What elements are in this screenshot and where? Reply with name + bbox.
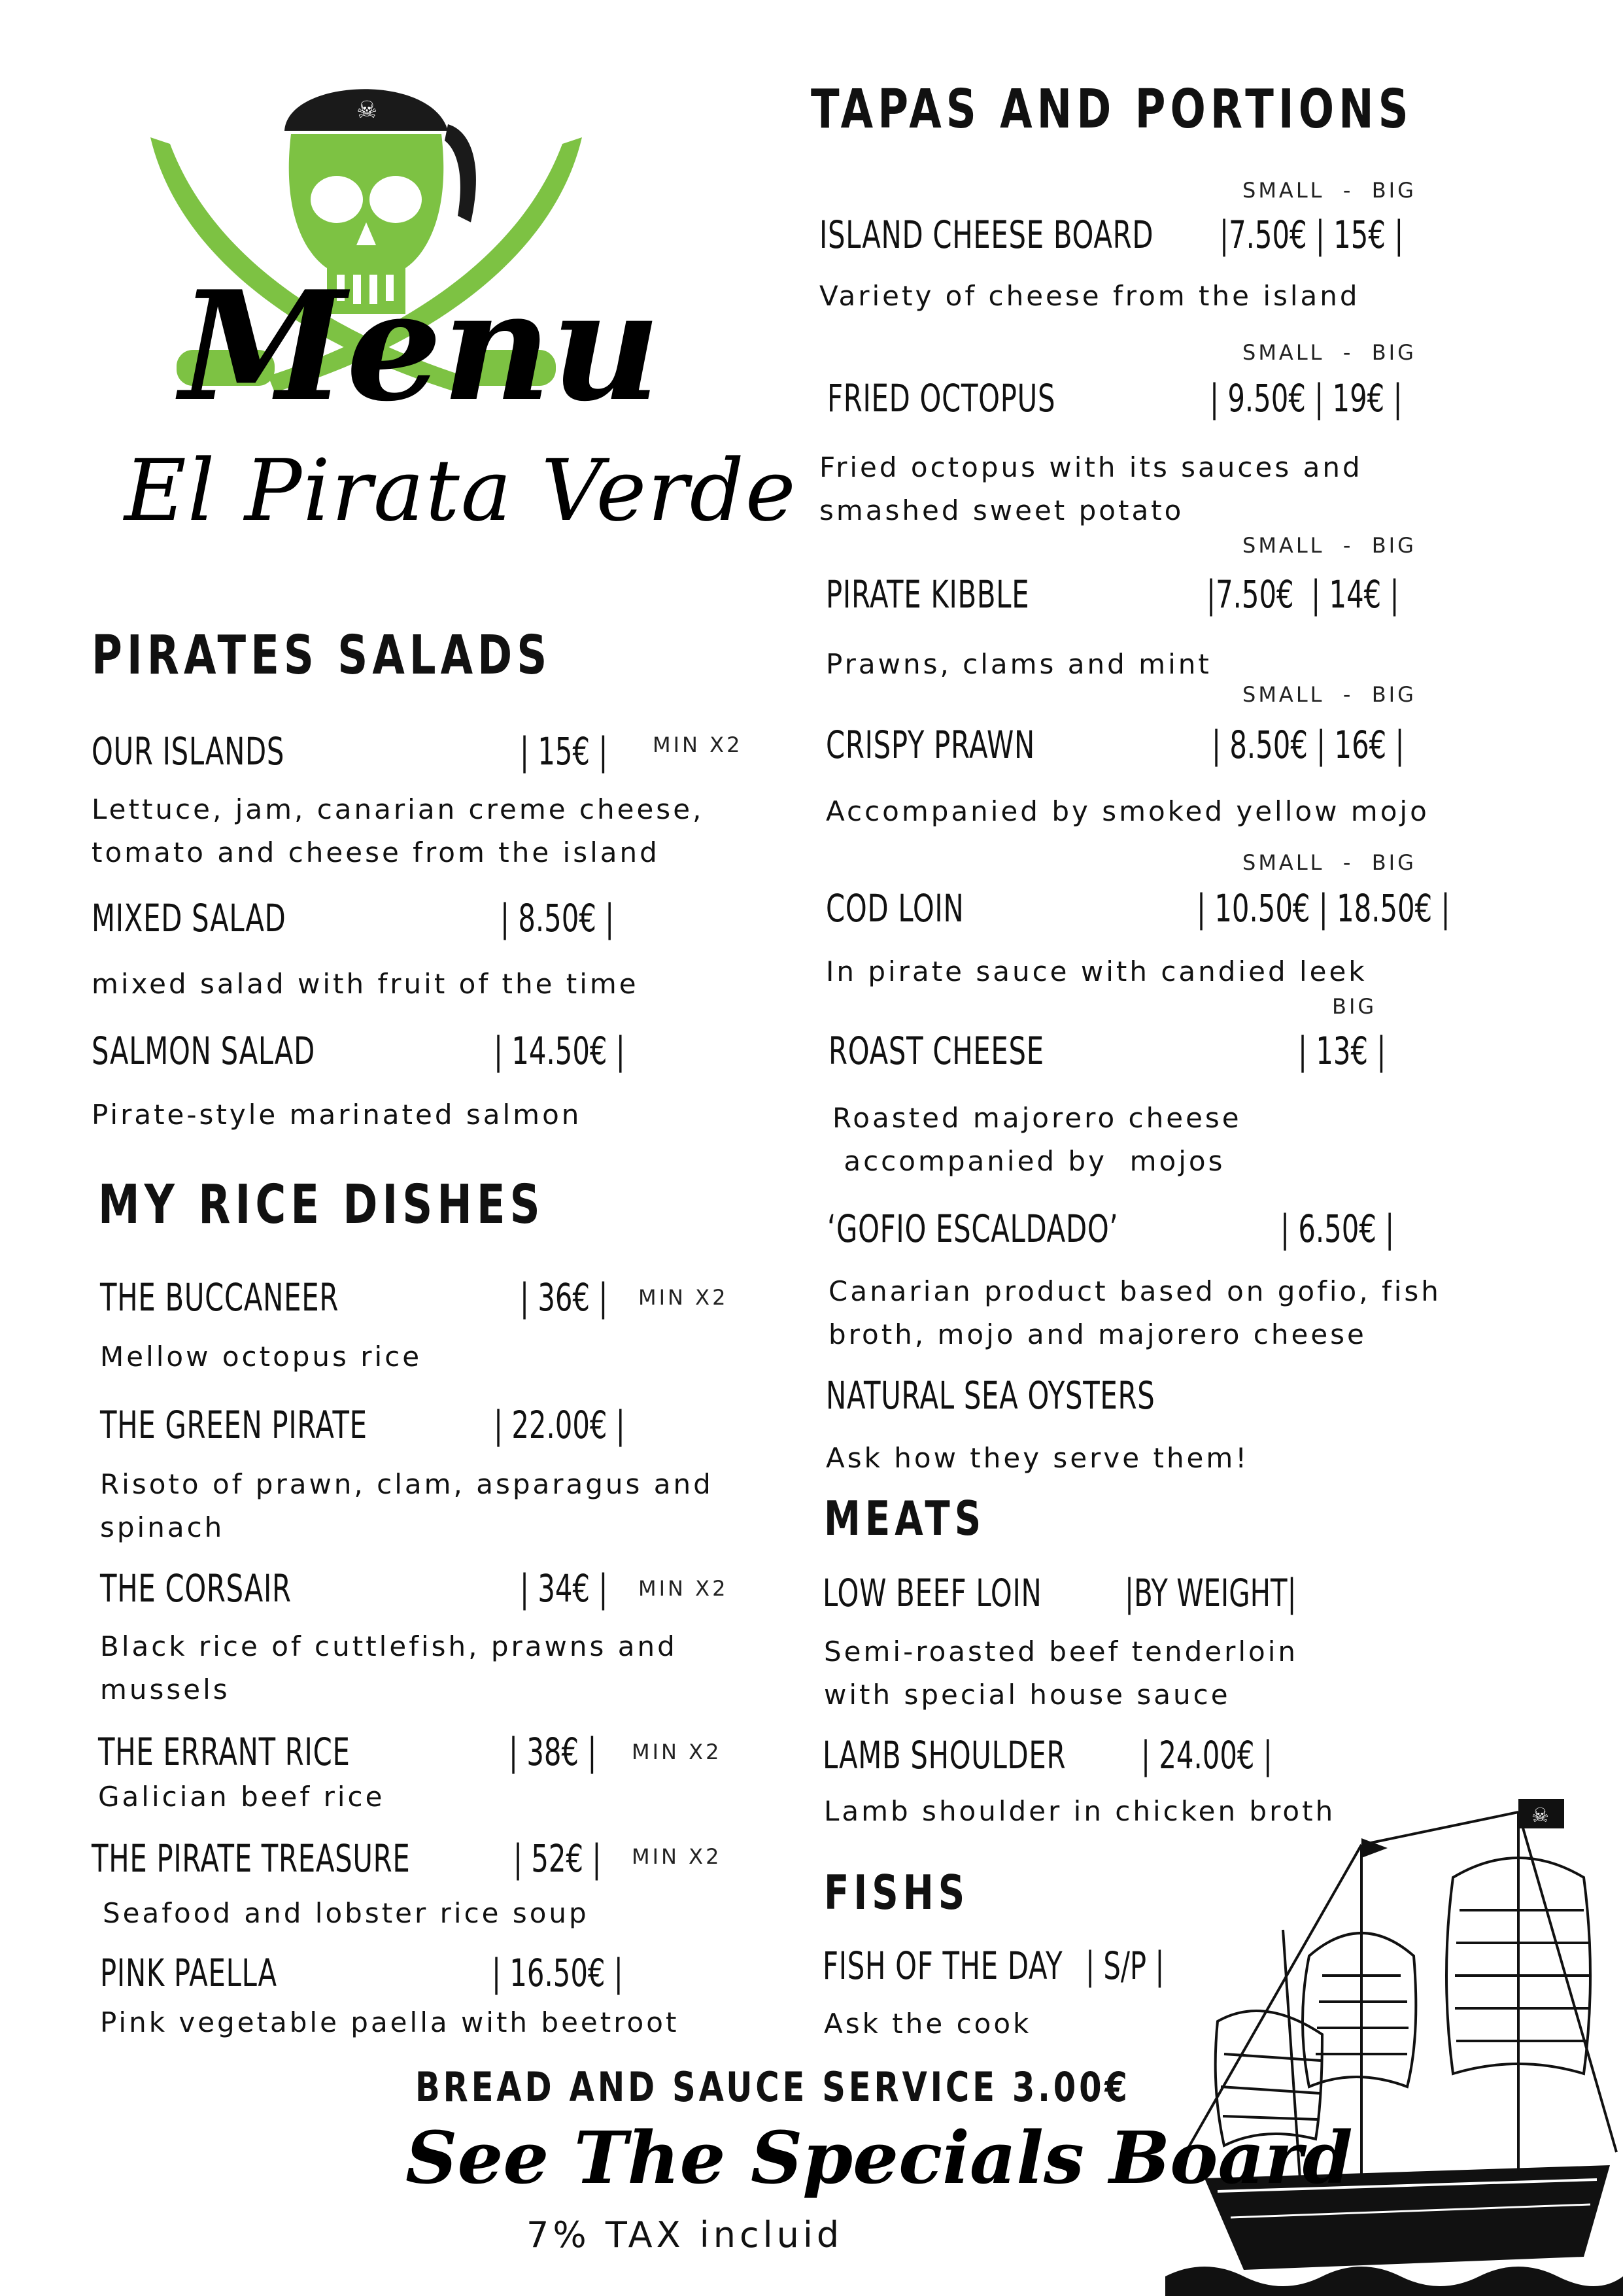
tapas-heading: TAPAS AND PORTIONS bbox=[811, 78, 1413, 141]
item-beef-loin-desc-2: with special house sauce bbox=[824, 1679, 1231, 1711]
item-fried-octopus-name: FRIED OCTOPUS bbox=[827, 376, 1056, 420]
item-oysters-name: NATURAL SEA OYSTERS bbox=[826, 1373, 1155, 1418]
item-cod-loin-size: SMALL - BIG bbox=[1242, 850, 1416, 875]
specials-board: See The Specials Board bbox=[405, 2116, 1353, 2200]
svg-text:☠: ☠ bbox=[1531, 1804, 1549, 1827]
item-pirate-treasure-desc: Seafood and lobster rice soup bbox=[103, 1897, 589, 1929]
item-green-pirate-desc-1: Risoto of prawn, clam, asparagus and bbox=[100, 1468, 713, 1500]
item-gofio-name: ‘GOFIO ESCALDADO’ bbox=[827, 1207, 1119, 1251]
item-our-islands-desc-1: Lettuce, jam, canarian creme cheese, bbox=[92, 793, 704, 825]
item-our-islands-name: OUR ISLANDS bbox=[92, 729, 285, 774]
item-fish-day-price: | S/P | bbox=[1085, 1944, 1165, 1988]
item-roast-cheese-name: ROAST CHEESE bbox=[829, 1029, 1044, 1073]
item-crispy-prawn-name: CRISPY PRAWN bbox=[826, 723, 1036, 767]
item-pink-paella-price: | 16.50€ | bbox=[492, 1951, 623, 1995]
item-roast-cheese-price: | 13€ | bbox=[1298, 1029, 1386, 1073]
item-salmon-salad-name: SALMON SALAD bbox=[92, 1029, 315, 1073]
item-corsair-desc-1: Black rice of cuttlefish, prawns and bbox=[100, 1630, 677, 1662]
item-gofio-price: | 6.50€ | bbox=[1280, 1207, 1395, 1251]
item-errant-rice-note: MIN X2 bbox=[632, 1739, 722, 1764]
meats-heading: MEATS bbox=[824, 1491, 986, 1546]
item-crispy-prawn-price: | 8.50€ | 16€ | bbox=[1212, 723, 1405, 767]
item-roast-cheese-desc-2: accompanied by mojos bbox=[832, 1145, 1225, 1177]
item-pirate-kibble-desc: Prawns, clams and mint bbox=[826, 648, 1212, 680]
item-our-islands-price: | 15€ | bbox=[520, 729, 608, 774]
item-roast-cheese-desc-1: Roasted majorero cheese bbox=[832, 1102, 1242, 1134]
item-cheese-board-desc: Variety of cheese from the island bbox=[819, 280, 1360, 312]
fishs-heading: FISHS bbox=[824, 1865, 970, 1920]
salads-heading: PIRATES SALADS bbox=[92, 625, 552, 687]
item-fried-octopus-desc-2: smashed sweet potato bbox=[819, 494, 1184, 526]
item-errant-rice-price: | 38€ | bbox=[509, 1730, 597, 1774]
item-buccaneer-note: MIN X2 bbox=[638, 1285, 728, 1310]
item-fish-day-desc: Ask the cook bbox=[824, 2008, 1032, 2040]
item-pirate-kibble-price: |7.50€ | 14€ | bbox=[1206, 572, 1399, 617]
item-lamb-name: LAMB SHOULDER bbox=[823, 1733, 1067, 1777]
item-beef-loin-price: |BY WEIGHT| bbox=[1125, 1571, 1297, 1615]
item-salmon-salad-price: | 14.50€ | bbox=[494, 1029, 625, 1073]
item-gofio-desc-2: broth, mojo and majorero cheese bbox=[829, 1318, 1367, 1350]
item-cheese-board-size: SMALL - BIG bbox=[1242, 178, 1416, 203]
item-fried-octopus-size: SMALL - BIG bbox=[1242, 340, 1416, 365]
item-green-pirate-price: | 22.00€ | bbox=[494, 1403, 625, 1447]
item-corsair-name: THE CORSAIR bbox=[100, 1566, 292, 1611]
item-gofio-desc-1: Canarian product based on gofio, fish bbox=[829, 1275, 1441, 1307]
item-pirate-treasure-price: | 52€ | bbox=[513, 1836, 602, 1881]
item-green-pirate-desc-2: spinach bbox=[100, 1511, 225, 1543]
item-crispy-prawn-desc: Accompanied by smoked yellow mojo bbox=[826, 795, 1429, 827]
item-beef-loin-name: LOW BEEF LOIN bbox=[823, 1571, 1042, 1615]
item-corsair-desc-2: mussels bbox=[100, 1673, 230, 1705]
item-pirate-treasure-name: THE PIRATE TREASURE bbox=[92, 1836, 411, 1881]
item-oysters-desc: Ask how they serve them! bbox=[826, 1442, 1250, 1474]
item-pink-paella-desc: Pink vegetable paella with beetroot bbox=[100, 2006, 679, 2038]
bread-service: BREAD AND SAUCE SERVICE 3.00€ bbox=[415, 2063, 1131, 2111]
item-lamb-desc: Lamb shoulder in chicken broth bbox=[824, 1795, 1336, 1827]
item-buccaneer-price: | 36€ | bbox=[520, 1275, 608, 1320]
item-our-islands-note: MIN X2 bbox=[653, 732, 743, 757]
item-roast-cheese-size: BIG bbox=[1332, 994, 1377, 1019]
item-pirate-kibble-size: SMALL - BIG bbox=[1242, 533, 1416, 558]
item-mixed-salad-name: MIXED SALAD bbox=[92, 896, 286, 940]
svg-text:☠: ☠ bbox=[356, 97, 378, 124]
item-pink-paella-name: PINK PAELLA bbox=[100, 1951, 277, 1995]
item-cod-loin-price: | 10.50€ | 18.50€ | bbox=[1197, 886, 1450, 931]
item-fried-octopus-price: | 9.50€ | 19€ | bbox=[1210, 376, 1403, 420]
item-green-pirate-name: THE GREEN PIRATE bbox=[100, 1403, 367, 1447]
item-cheese-board-name: ISLAND CHEESE BOARD bbox=[819, 213, 1154, 257]
item-our-islands-desc-2: tomato and cheese from the island bbox=[92, 836, 660, 868]
item-mixed-salad-price: | 8.50€ | bbox=[500, 896, 615, 940]
menu-title: Menu bbox=[180, 258, 661, 435]
item-cod-loin-desc: In pirate sauce with candied leek bbox=[826, 955, 1367, 987]
item-errant-rice-name: THE ERRANT RICE bbox=[98, 1730, 350, 1774]
pirate-ship-icon bbox=[1165, 1760, 1623, 2296]
item-salmon-salad-desc: Pirate-style marinated salmon bbox=[92, 1099, 582, 1131]
item-cod-loin-name: COD LOIN bbox=[826, 886, 965, 931]
item-lamb-price: | 24.00€ | bbox=[1141, 1733, 1273, 1777]
tax-note: 7% TAX incluid bbox=[526, 2214, 844, 2255]
item-buccaneer-name: THE BUCCANEER bbox=[100, 1275, 339, 1320]
logo bbox=[118, 52, 797, 575]
rice-heading: MY RICE DISHES bbox=[98, 1174, 545, 1236]
item-beef-loin-desc-1: Semi-roasted beef tenderloin bbox=[824, 1636, 1299, 1668]
item-pirate-kibble-name: PIRATE KIBBLE bbox=[826, 572, 1030, 617]
restaurant-name: El Pirata Verde bbox=[124, 441, 797, 540]
item-corsair-note: MIN X2 bbox=[638, 1576, 728, 1601]
item-mixed-salad-desc: mixed salad with fruit of the time bbox=[92, 968, 639, 1000]
item-buccaneer-desc: Mellow octopus rice bbox=[100, 1341, 422, 1373]
item-crispy-prawn-size: SMALL - BIG bbox=[1242, 682, 1416, 707]
item-fried-octopus-desc-1: Fried octopus with its sauces and bbox=[819, 451, 1363, 483]
item-pirate-treasure-note: MIN X2 bbox=[632, 1844, 722, 1869]
item-corsair-price: | 34€ | bbox=[520, 1566, 608, 1611]
item-errant-rice-desc: Galician beef rice bbox=[98, 1781, 385, 1813]
item-cheese-board-price: |7.50€ | 15€ | bbox=[1220, 213, 1404, 257]
item-fish-day-name: FISH OF THE DAY bbox=[823, 1944, 1063, 1988]
